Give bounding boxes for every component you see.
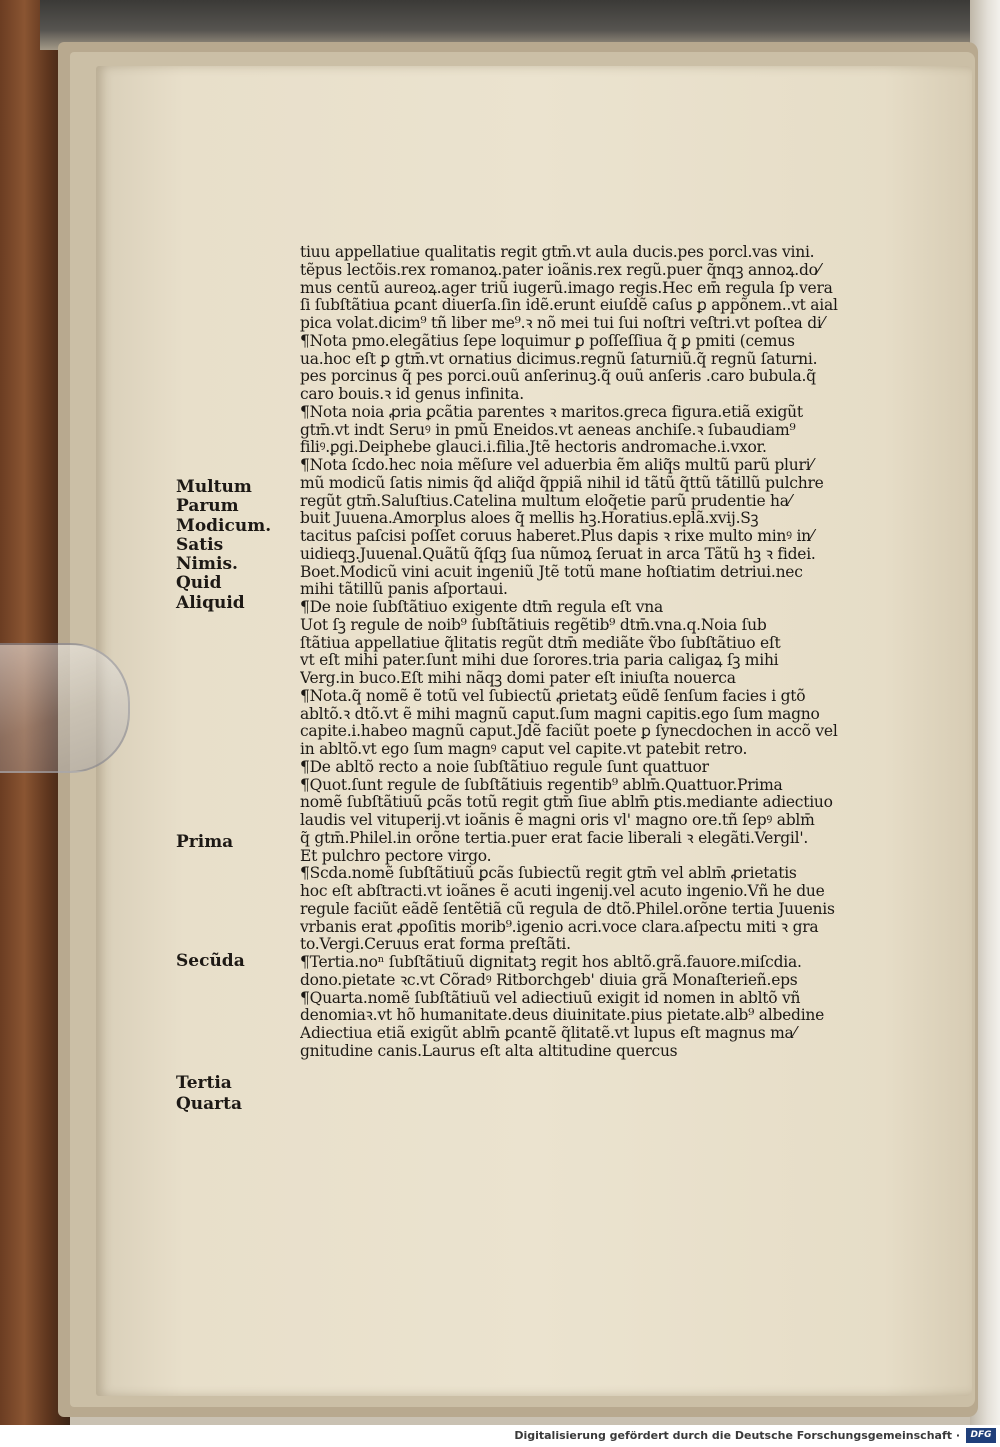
text-line: tacitus paſcisi poſſet coruus haberet.Plus dapis ꝛ rixe multo minꝰ in⁄ [300,528,814,545]
text-line: capite.i.habeo magnũ caput.Jdẽ faciũt poete ꝑ ſynecdochen in accõ vel [300,723,838,741]
text-line: ¶Quarta.nomẽ ſubſtãtiuũ vel adiectiuũ exigit id nomen in abltõ vñ [300,989,801,1007]
text-line: pica volat.dicim⁹ tñ liber me⁹.ꝛ nõ mei tui ſui noſtri veſtri.vt poſtea di⁄ [300,315,824,332]
text-line: ſi ſubſtãtiua ꝑcant diuerſa.ſin idẽ.erunt eiuſdẽ caſus ꝑ appõnem..vt aial [300,297,838,315]
text-line: caro bouis.ꝛ id genus infinita. [300,386,524,403]
text-line: pes porcinus q̃ pes porci.ouũ anſerinuꝫ.q̃ ouũ anſeris .caro bubula.q̃ [300,368,816,386]
text-line: Uot ſꝫ regule de noib⁹ ſubſtãtiuis regẽtib⁹ dtm̄.vna.q.Noia ſub [300,616,767,634]
text-line: tẽpus lectõis.rex romanoꝝ.pater ioãnis.rex regũ.puer q̃nqꝫ annoꝝ.do⁄ [300,261,821,279]
text-line: ¶Scda.nomẽ ſubſtãtiuũ ꝑcãs ſubiectũ regit gtm̄ vel ablm̄ ꝓrietatis [300,865,797,883]
text-line: mus centũ aureoꝝ.ager triũ iugerũ.imago regis.Hec em̄ regula ſp vera [300,279,833,297]
margin-note-quarta: Quarta [176,1094,243,1114]
margin-word: Multum [176,477,252,497]
text-line: Et pulchro pectore virgo. [300,847,492,865]
text-line: uidieqꝫ.Juuenal.Quãtũ q̃ſqꝫ ſua nũmoꝝ ſeruat in arca Tãtũ hꝫ ꝛ fidei. [300,545,816,563]
text-line: Adiectiua etiã exigũt ablm̄ ꝑcantẽ q̃litatẽ.vt lupus eſt magnus ma⁄ [300,1025,796,1042]
page-clip [0,643,130,773]
dfg-logo: DFG [966,1428,996,1443]
margin-word: Nimis. [176,554,238,575]
text-line: mihi tãtillũ panis aſportaui. [300,581,508,599]
text-line: denomiaꝛ.vt hõ humanitate.deus diuinitate.pius pietate.alb⁹ albedine [300,1007,825,1025]
text-line: ¶Quot.ſunt regule de ſubſtãtiuis regentib⁹ ablm̄.Quattuor.Prima [300,776,783,794]
text-line: vt eſt mihi pater.ſunt mihi due ſorores.tria paria caligaꝝ ſꝫ mihi [300,652,779,670]
text-line: filiꝰ.ꝑgi.Deiphebe glauci.i.filia.Jtẽ hectoris andromache.i.vxor. [300,439,767,457]
text-line: ¶De abltõ recto a noie ſubſtãtiuo regule ſunt quattuor [300,758,709,776]
text-line: q̃ gtm̄.Philel.in orõne tertia.puer erat facie liberali ꝛ elegãti.Vergil'. [300,829,809,847]
margin-note-list [176,478,271,613]
text-line: laudis vel vituperij.vt ioãnis ẽ magni oris vl' magno ore.tñ ſepꝰ ablm̄ [300,812,815,829]
text-line: ¶Nota noia ꝓria ꝑcãtia parentes ꝛ maritos.greca figura.etiã exigũt [300,403,803,421]
margin-note-tertia: Tertia [176,1073,232,1093]
margin-note-prima: Prima [176,832,234,852]
text-line: to.Vergi.Ceruus erat forma preſtãti. [300,936,571,954]
text-line: in abltõ.vt ego ſum magnꝰ caput vel capite.vt patebit retro. [300,741,748,758]
text-line: gnitudine canis.Laurus eſt alta altitudine quercus [300,1042,678,1060]
text-line: ſtãtiua appellatiue q̃litatis regũt dtm̄ mediãte ṽbo ſubſtãtiuo eſt [300,634,781,652]
text-line: mũ modicũ ſatis nimis q̃d aliq̃d q̃ppiã nihil id tãtũ q̃ttũ tãtillũ pulchre [300,474,824,492]
digitization-footer [0,1425,1000,1447]
margin-word: Satis [176,534,224,555]
text-line: ¶Nota ſcdo.hec noia mẽſure vel aduerbia ẽm aliq̃s multũ parũ pluri⁄ [300,457,813,474]
margin-note-secunda: Secũda [176,951,245,971]
text-line: Verg.in buco.Eſt mihi nãqꝫ domi pater eſt iniuſta nouerca [300,670,736,687]
footer-credit-text: Digitalisierung gefördert durch die Deutsche Forschungsgemeinschaft · [514,1429,960,1442]
text-line: abltõ.ꝛ dtõ.vt ẽ mihi magnũ caput.ſum magni capitis.ego ſum magno [300,705,820,723]
text-line: ua.hoc eſt ꝑ gtm̄.vt ornatius dicimus.regnũ ſaturniũ.q̃ regnũ ſaturni. [300,350,818,368]
margin-word: Quid [176,573,222,594]
page-body-text [300,244,880,1061]
text-line: regule faciũt eãdẽ ſentẽtiã cũ regula de dtõ.Philel.orõne tertia Juuenis [300,900,835,918]
margin-word: Parum [176,496,239,517]
text-line: buit Juuena.Amorplus aloes q̃ mellis hꝫ.Horatius.eplã.xvij.Sꝫ [300,510,759,528]
text-line: ¶Nota pmo.elegãtius ſepe loquimur ꝑ poſſeſſiua q̃ ꝑ pmiti (cemus [300,332,795,350]
text-line: ¶Tertia.noⁿ ſubſtãtiuũ dignitatꝫ regit hos abltõ.grã.fauore.miſcdia. [300,954,802,971]
margin-word: Aliquid [176,592,245,613]
text-line: gtm̄.vt indt Seruꝰ in pmũ Eneidos.vt aeneas anchiſe.ꝛ ſubaudiam⁹ [300,421,796,439]
text-line: vrbanis erat ꝓpoſitis morib⁹.igenio acri.voce clara.aſpectu miti ꝛ gra [300,918,819,936]
text-line: ¶De noie ſubſtãtiuo exigente dtm̄ regula eſt vna [300,599,663,616]
text-line: tiuu appellatiue qualitatis regit gtm̄.vt aula ducis.pes porcl.vas vini. [300,244,815,261]
text-line: hoc eſt abſtracti.vt ioãnes ẽ acuti ingenij.vel acuto ingenio.Vñ he due [300,883,825,900]
text-line: ¶Nota.q̃ nomẽ ẽ totũ vel ſubiectũ ꝓrietatꝫ eũdẽ ſenſum facies i gtõ [300,687,806,705]
text-line: regũt gtm̄.Saluſtius.Catelina multum eloq̃etie parũ prudentie ha⁄ [300,492,792,510]
text-line: nomẽ ſubſtãtiuũ ꝑcãs totũ regit gtm̄ ſiue ablm̄ ꝑtis.mediante adiectiuo [300,794,833,812]
text-line: Boet.Modicũ vini acuit ingeniũ Jtẽ totũ mane hoſtiatim detriui.nec [300,563,803,581]
text-line: dono.pietate ꝛc.vt Cõradꝰ Ritborchgeb' diuia grã Monaſterieñ.eps [300,971,798,989]
margin-word: Modicum. [176,515,272,536]
